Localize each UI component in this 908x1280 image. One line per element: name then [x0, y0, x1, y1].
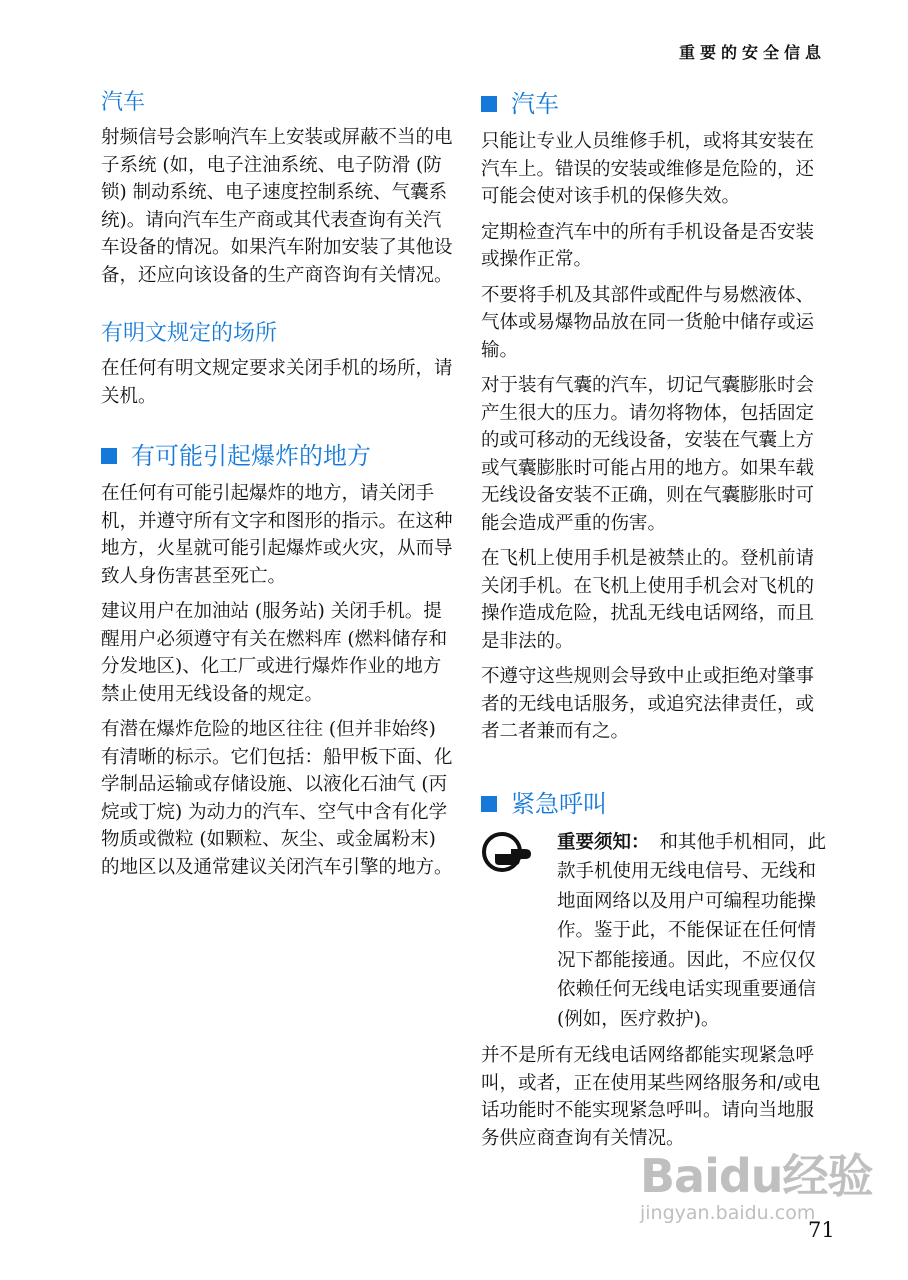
car-section-heading-text: 汽车: [511, 90, 559, 118]
watermark-logo: Baidu经验: [640, 1149, 873, 1203]
left-column: [101, 88, 453, 889]
explosive-paragraph: 建议用户在加油站 (服务站) 关闭手机。提醒用户必须遵守有关在燃料库 (燃料储存和分发地区)、化工厂或进行爆炸作业的地方禁止使用无线设备的规定。: [101, 601, 448, 705]
car-heading: 汽车: [101, 90, 146, 115]
important-notice: [481, 828, 831, 1035]
posted-facilities-paragraph: 在任何有明文规定要求关闭手机的场所，请关机。: [101, 358, 453, 407]
section-square-icon: [481, 796, 497, 812]
baidu-watermark: [640, 1140, 876, 1260]
section-square-icon: [101, 448, 117, 464]
notice-hand-icon: [481, 828, 557, 1035]
car-section-paragraph: 不要将手机及其部件或配件与易燃液体、气体或易爆物品放在同一货舱中储存或运输。: [481, 284, 815, 361]
explosive-heading-text: 有可能引起爆炸的地方: [131, 442, 371, 470]
emergency-paragraph: 并不是所有无线电话网络都能实现紧急呼叫，或者，正在使用某些网络服务和/或电话功能时不能实现紧急呼叫。请向当地服务供应商查询有关情况。: [481, 1045, 821, 1149]
page-number: 71: [808, 1218, 835, 1242]
explosive-section-heading: [101, 440, 453, 472]
section-square-icon: [481, 96, 497, 112]
explosive-paragraph: 在任何有可能引起爆炸的地方，请关闭手机，并遵守所有文字和图形的指示。在这种地方，火星就可能引起爆炸或火灾，从而导致人身伤害甚至死亡。: [101, 483, 453, 587]
car-section-paragraph: 在飞机上使用手机是被禁止的。登机前请关闭手机。在飞机上使用手机会对飞机的操作造成危险，扰乱无线电话网络，而且是非法的。: [481, 548, 815, 652]
posted-facilities-heading: 有明文规定的场所: [101, 321, 278, 346]
car-paragraph: 射频信号会影响汽车上安装或屏蔽不当的电子系统 (如，电子注油系统、电子防滑 (防锁) 制动系统、电子速度控制系统、气囊系统)。请向汽车生产商或其代表查询有关汽车设备的情况。如果汽车附加安装了其他设备，还应向该设备的生产商咨询有关情况。: [101, 127, 453, 286]
right-column: [481, 88, 831, 1160]
emergency-section-heading: [481, 788, 831, 820]
car-section-heading: [481, 88, 831, 120]
watermark-url: jingyan.baidu.com: [640, 1202, 816, 1224]
car-section-paragraph: 只能让专业人员维修手机，或将其安装在汽车上。错误的安装或维修是危险的，还可能会使对该手机的保修失效。: [481, 131, 815, 207]
notice-title: 重要须知：: [557, 831, 650, 853]
notice-body: 和其他手机相同，此款手机使用无线电信号、无线和地面网络以及用户可编程功能操作。鉴于此，不能保证在任何情况下都能接通。因此，不应仅仅依赖任何无线电话实现重要通信 (例如，医疗救护)。: [557, 831, 827, 1030]
explosive-paragraph: 有潜在爆炸危险的地区往往 (但并非始终) 有清晰的标示。它们包括：船甲板下面、化学制品运输或存储设施、以液化石油气 (丙烷或丁烷) 为动力的汽车、空气中含有化学物质或微粒 (如颗粒、灰尘、或金属粉末) 的地区以及通常建议关闭汽车引擎的地方。: [101, 719, 453, 878]
car-section-paragraph: 定期检查汽车中的所有手机设备是否安装或操作正常。: [481, 221, 815, 270]
car-section-paragraph: 不遵守这些规则会导致中止或拒绝对肇事者的无线电话服务，或追究法律责任，或者二者兼而有之。: [481, 666, 815, 742]
car-section-paragraph: 对于装有气囊的汽车，切记气囊膨胀时会产生很大的压力。请勿将物体，包括固定的或可移动的无线设备，安装在气囊上方或气囊膨胀时可能占用的地方。如果车载无线设备安装不正确，则在气囊膨胀时可能会造成严重的伤害。: [481, 375, 815, 534]
notice-text: [557, 828, 831, 1035]
emergency-heading-text: 紧急呼叫: [511, 789, 607, 818]
running-header: 重要的安全信息: [678, 43, 826, 62]
